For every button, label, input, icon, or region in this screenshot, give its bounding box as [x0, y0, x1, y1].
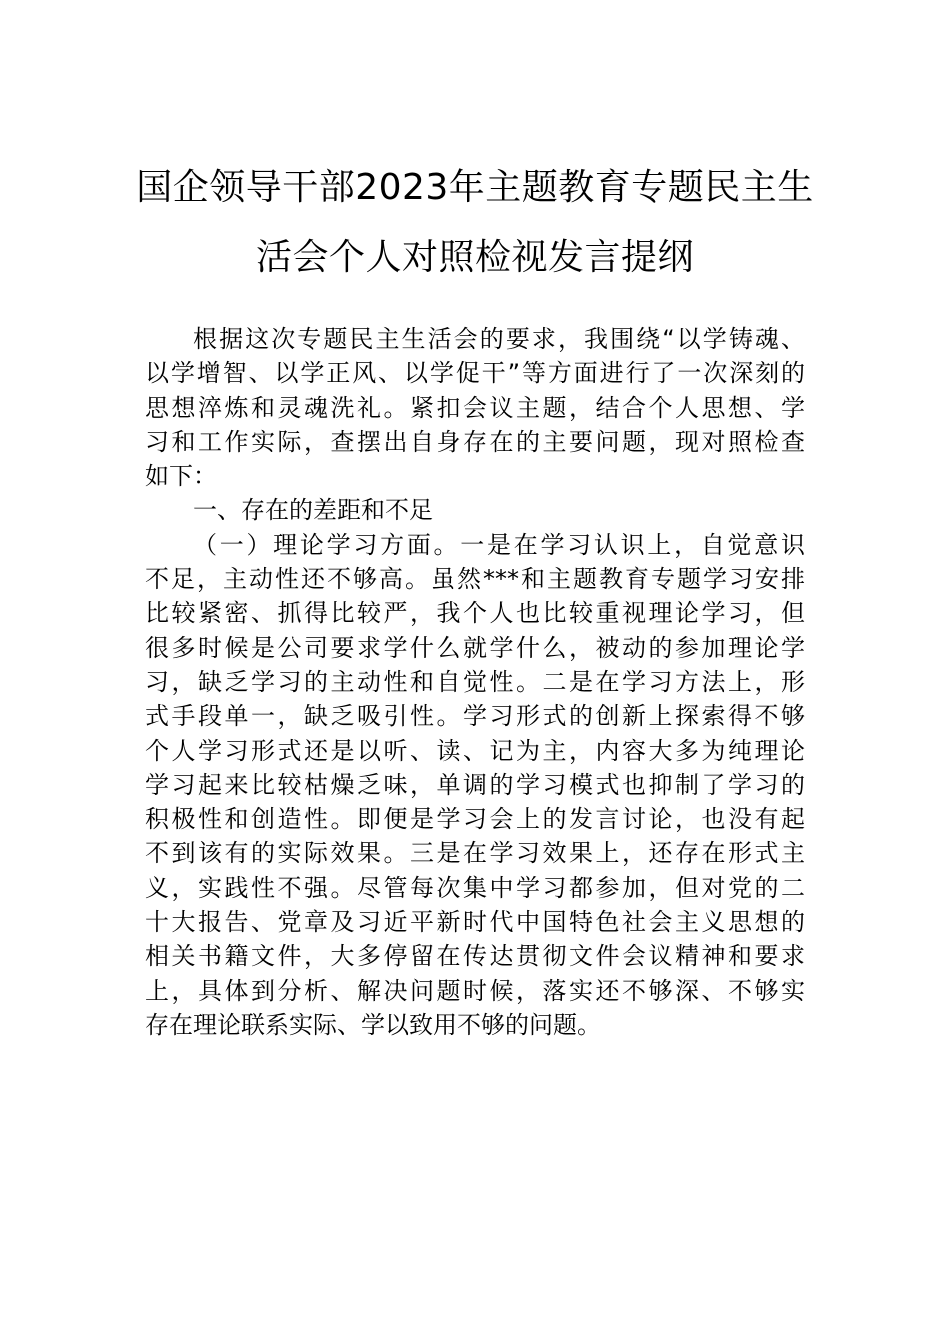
paragraph-line: 义，实践性不强。尽管每次集中学习都参加，但对党的二	[145, 873, 805, 902]
document-title-line-2: 活会个人对照检视发言提纲	[255, 237, 694, 278]
paragraph-line: 思想淬炼和灵魂洗礼。紧扣会议主题，结合个人思想、学	[145, 393, 805, 422]
paragraph-line: 式手段单一，缺乏吸引性。学习形式的创新上探索得不够	[145, 702, 805, 731]
paragraph-line: 存在理论联系实际、学以致用不够的问题。	[145, 1010, 601, 1039]
paragraph-line: 很多时候是公司要求学什么就学什么，被动的参加理论学	[145, 633, 805, 662]
paragraph-line: 比较紧密、抓得比较严，我个人也比较重视理论学习，但	[145, 599, 805, 628]
paragraph-line: 习和工作实际，查摆出自身存在的主要问题，现对照检查	[145, 427, 805, 456]
paragraph-line: 十大报告、党章及习近平新时代中国特色社会主义思想的	[145, 908, 805, 937]
paragraph-line: 个人学习形式还是以听、读、记为主，内容大多为纯理论	[145, 736, 805, 765]
paragraph-line: （一）理论学习方面。一是在学习认识上，自觉意识	[193, 530, 805, 559]
paragraph-line: 相关书籍文件，大多停留在传达贯彻文件会议精神和要求	[145, 942, 805, 971]
section-heading: 一、存在的差距和不足	[193, 496, 433, 525]
paragraph-line: 以学增智、以学正风、以学促干”等方面进行了一次深刻的	[145, 359, 805, 388]
document-body	[145, 322, 805, 1042]
paragraph-line: 根据这次专题民主生活会的要求，我围绕“以学铸魂、	[193, 325, 805, 353]
paragraph-line: 不到该有的实际效果。三是在学习效果上，还存在形式主	[145, 839, 805, 868]
paragraph-line: 不足，主动性还不够高。虽然***和主题教育专题学习安排	[145, 565, 805, 594]
paragraph-line: 如下：	[145, 462, 217, 491]
paragraph-line: 上，具体到分析、解决问题时候，落实还不够深、不够实	[145, 976, 805, 1005]
paragraph-line: 习，缺乏学习的主动性和自觉性。二是在学习方法上，形	[145, 667, 805, 696]
document-title-line-1: 国企领导干部2023年主题教育专题民主生	[136, 167, 814, 208]
paragraph-line: 学习起来比较枯燥乏味，单调的学习模式也抑制了学习的	[145, 770, 805, 799]
paragraph-line: 积极性和创造性。即便是学习会上的发言讨论，也没有起	[145, 805, 805, 834]
